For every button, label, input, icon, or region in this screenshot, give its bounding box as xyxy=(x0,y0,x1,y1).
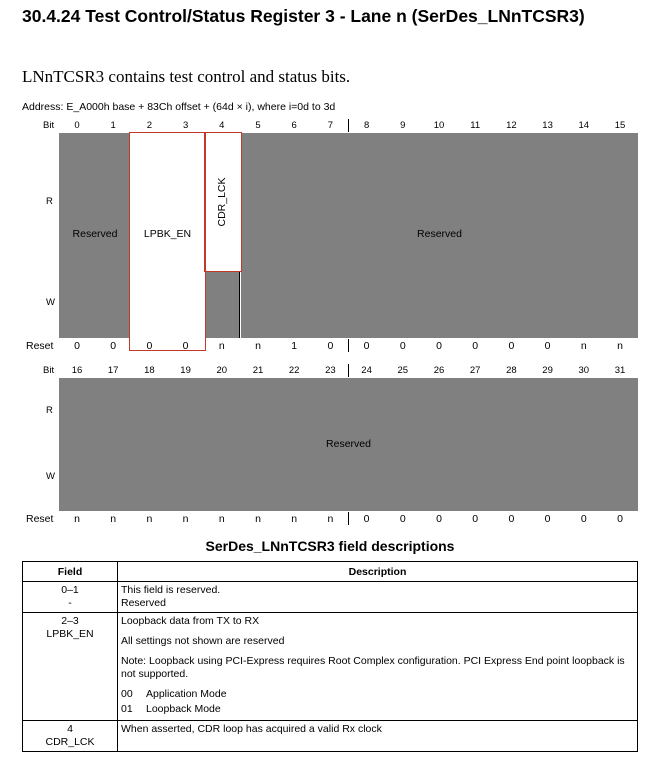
byte-divider xyxy=(348,119,349,132)
bit-number: 23 xyxy=(325,365,336,376)
bit-number: 15 xyxy=(614,120,626,131)
description-line: Reserved xyxy=(121,597,166,609)
reset-value: n xyxy=(182,513,189,525)
description-cell xyxy=(118,721,638,752)
table-row xyxy=(23,582,638,613)
bit-number: 8 xyxy=(363,120,370,131)
reset-value: 0 xyxy=(146,340,153,352)
bit-number: 31 xyxy=(614,365,626,376)
option-label: Application Mode xyxy=(146,688,227,700)
byte-divider xyxy=(348,512,349,525)
reset-value: n xyxy=(74,513,80,525)
reset-value: 0 xyxy=(399,513,406,525)
field-bits: 4 xyxy=(67,723,73,735)
bit-number: 29 xyxy=(542,365,553,376)
row-label-write: W xyxy=(46,471,55,482)
row-label-bit: Bit xyxy=(43,365,55,376)
reset-value: 0 xyxy=(363,513,370,525)
label-reserved-left: Reserved xyxy=(72,228,118,240)
reset-value: n xyxy=(291,513,298,525)
reset-value: n xyxy=(580,340,587,352)
bit-number: 0 xyxy=(74,120,80,131)
reset-value: 0 xyxy=(508,340,515,352)
bit-number: 18 xyxy=(144,365,155,376)
bit-number: 21 xyxy=(252,365,264,376)
bit-number: 27 xyxy=(469,365,481,376)
field-cell xyxy=(23,582,118,613)
field-cdr-lck-write xyxy=(205,272,239,338)
reset-value: n xyxy=(327,513,334,525)
reset-value: 0 xyxy=(544,513,551,525)
section-title: 30.4.24 Test Control/Status Register 3 - Lane n (SerDes_LNnTCSR3) xyxy=(22,6,585,26)
field-bits: 2–3 xyxy=(61,615,79,627)
description-line: This field is reserved. xyxy=(121,584,221,596)
byte-divider xyxy=(348,339,349,352)
bit-number: 22 xyxy=(288,365,300,376)
bit-number: 1 xyxy=(110,120,116,131)
option-code: 01 xyxy=(121,703,133,715)
bit-number: 20 xyxy=(216,365,228,376)
label-reserved: Reserved xyxy=(326,438,371,450)
table-header-row xyxy=(23,562,638,582)
reset-value: 0 xyxy=(74,340,80,352)
field-name: CDR_LCK xyxy=(45,736,95,748)
cell-divider xyxy=(239,272,240,338)
reset-value: 0 xyxy=(182,340,189,352)
field-cell xyxy=(23,613,118,721)
reset-value: 0 xyxy=(327,340,334,352)
reset-value: 0 xyxy=(110,340,117,352)
option-list xyxy=(121,688,634,716)
bit-number: 11 xyxy=(470,120,481,131)
bit-number: 10 xyxy=(433,120,445,131)
reset-value: 0 xyxy=(436,513,442,525)
reset-value: 0 xyxy=(617,513,623,525)
bit-number: 28 xyxy=(506,365,517,376)
bit-number: 4 xyxy=(219,120,225,131)
bit-number: 3 xyxy=(182,120,189,131)
bit-number: 24 xyxy=(361,365,372,376)
reset-value: n xyxy=(146,513,153,525)
reset-value: n xyxy=(218,340,225,352)
label-cdr-lck: CDR_LCK xyxy=(216,177,228,227)
option-item xyxy=(121,703,634,716)
description-cell xyxy=(118,582,638,613)
reset-value: n xyxy=(255,340,261,352)
description-line: All settings not shown are reserved xyxy=(121,635,285,647)
reset-value: 0 xyxy=(580,513,587,525)
field-name: LPBK_EN xyxy=(46,628,94,640)
reset-value: n xyxy=(255,513,261,525)
bit-number: 16 xyxy=(71,365,83,376)
reset-value: 0 xyxy=(436,340,442,352)
row-label-reset: Reset xyxy=(26,513,54,525)
bit-number: 25 xyxy=(397,365,409,376)
row-label-read: R xyxy=(46,405,53,416)
bit-number: 17 xyxy=(107,365,119,376)
bit-number: 14 xyxy=(578,120,590,131)
reset-value: 0 xyxy=(508,513,515,525)
reset-value: 0 xyxy=(472,513,479,525)
bit-number: 9 xyxy=(400,120,406,131)
description-cell xyxy=(118,613,638,721)
option-label: Loopback Mode xyxy=(146,703,221,715)
bit-number: 13 xyxy=(542,120,553,131)
header-field: Field xyxy=(23,562,118,582)
description-line: Loopback data from TX to RX xyxy=(121,615,260,627)
reset-value: n xyxy=(617,340,623,352)
row-label-reset: Reset xyxy=(26,340,54,352)
field-name: - xyxy=(68,597,72,609)
field-descriptions-table xyxy=(22,561,638,752)
reset-value: n xyxy=(218,513,225,525)
bit-number: 6 xyxy=(291,120,297,131)
bit-number: 5 xyxy=(255,120,261,131)
bit-number: 26 xyxy=(433,365,445,376)
reset-value: 1 xyxy=(291,340,298,352)
label-reserved-right: Reserved xyxy=(417,228,462,240)
option-item xyxy=(121,688,634,701)
row-label-bit: Bit xyxy=(43,120,55,131)
header-description: Description xyxy=(118,562,638,582)
reset-value: 0 xyxy=(363,340,370,352)
register-address: Address: E_A000h base + 83Ch offset + (64d × i), where i=0d to 3d xyxy=(22,101,336,113)
row-label-read: R xyxy=(46,196,53,207)
bit-number: 2 xyxy=(146,120,153,131)
bit-number: 12 xyxy=(506,120,517,131)
reset-value: 0 xyxy=(544,340,551,352)
bit-number: 7 xyxy=(327,120,334,131)
field-cell xyxy=(23,721,118,752)
intro-text: LNnTCSR3 contains test control and status bits. xyxy=(22,67,351,86)
description-note: Note: Loopback using PCI-Express requires Root Complex configuration. PCI Express End point loopback is not supported. xyxy=(121,655,625,680)
bit-number: 19 xyxy=(180,365,191,376)
table-row xyxy=(23,613,638,721)
table-row xyxy=(23,721,638,752)
byte-divider xyxy=(348,364,349,377)
reset-value: 0 xyxy=(399,340,406,352)
table-title: SerDes_LNnTCSR3 field descriptions xyxy=(205,538,455,554)
option-code: 00 xyxy=(121,688,133,700)
field-bits: 0–1 xyxy=(61,584,79,596)
label-lpbk-en: LPBK_EN xyxy=(143,228,192,240)
reset-value: 0 xyxy=(472,340,479,352)
description-line: When asserted, CDR loop has acquired a valid Rx clock xyxy=(121,723,382,735)
bit-number: 30 xyxy=(578,365,590,376)
reset-value: n xyxy=(110,513,117,525)
row-label-write: W xyxy=(46,297,55,308)
